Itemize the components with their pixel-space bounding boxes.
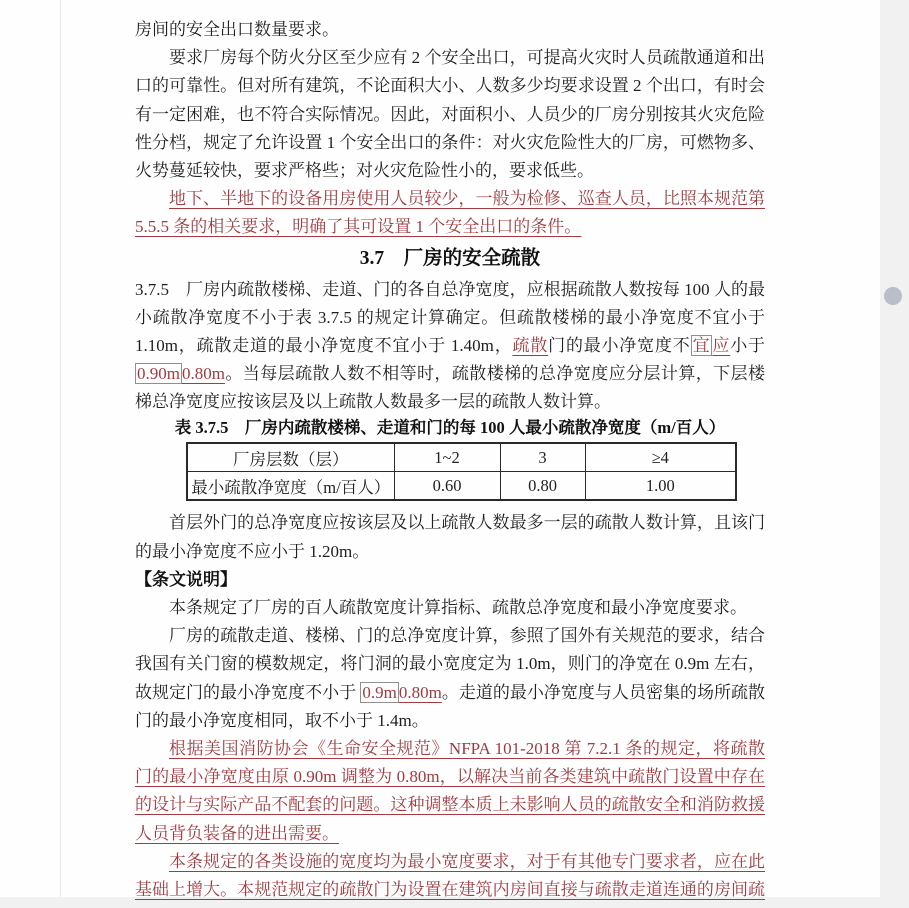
- body-text: 口的可靠性。但对所有建筑，不论面积大小、人数多少均要求设置 2 个出口，有时会: [135, 76, 765, 96]
- text-line: [135, 509, 765, 537]
- body-text: 有一定困难，也不符合实际情况。因此，对面积小、人员少的厂房分别按其火灾危险: [135, 104, 765, 124]
- body-text: 故规定门的最小净宽度不小于: [135, 682, 361, 702]
- text-line: [135, 538, 765, 566]
- table-value-cell: ≥4: [585, 443, 736, 472]
- body-text: 门的最小净宽度相同，取不小于 1.4m。: [135, 710, 429, 730]
- body-text: 小于: [730, 335, 766, 355]
- text-line: [135, 707, 765, 735]
- revision-added-text: 地下、半地下的设备用房使用人员较少，一般为检修、巡查人员，比照本规范第: [169, 189, 765, 209]
- text-line: [135, 763, 765, 791]
- revision-boxed-text: 宜: [692, 335, 711, 355]
- text-line: [135, 16, 765, 44]
- text-line: [135, 679, 765, 707]
- text-line: [135, 622, 765, 650]
- text-line: [135, 213, 765, 241]
- text-line: [135, 276, 765, 304]
- text-line: [135, 44, 765, 72]
- text-line: [135, 735, 765, 763]
- body-text: 厂房的疏散走道、楼梯、门的总净宽度计算，参照了国外有关规范的要求，结合: [169, 626, 765, 646]
- revision-added-text: 的设计与实际产品不配套的问题。这种调整本质上未影响人员的疏散安全和消防救援: [135, 795, 765, 815]
- body-text: 梯总净宽度应按该层及以上疏散人数最多一层的疏散人数计算。: [135, 392, 611, 412]
- body-text: 的最小净宽度不应小于 1.20m。: [135, 541, 370, 561]
- text-line: [135, 650, 765, 678]
- text-line: [135, 185, 765, 213]
- table-value-cell: 1~2: [394, 443, 500, 472]
- revision-added-text: 基础上增大。本规范规定的疏散门为设置在建筑内房间直接与疏散走道连通的房间疏: [135, 879, 765, 899]
- min-width-table: [186, 442, 737, 501]
- body-text: 房间的安全出口数量要求。: [135, 20, 339, 39]
- revision-boxed-text: 0.9m: [362, 682, 397, 702]
- scroll-indicator-dot[interactable]: [884, 287, 902, 305]
- text-line: [135, 848, 765, 876]
- table-row: [187, 472, 736, 501]
- text-line: [135, 388, 765, 416]
- body-text: 门的最小净宽度不: [548, 335, 691, 355]
- revision-added-text: 本条规定的各类设施的宽度均为最小宽度要求，对于有其他专门要求者，应在此: [169, 851, 765, 871]
- bold-label: 【条文说明】: [135, 569, 237, 589]
- body-text: 。走道的最小净宽度与人员密集的场所疏散: [441, 682, 766, 702]
- spacer: [135, 501, 765, 509]
- text-column: [135, 16, 765, 904]
- text-line: [135, 876, 765, 904]
- text-line: [135, 360, 765, 388]
- table-value-cell: 0.60: [394, 472, 500, 501]
- revision-added-text: 疏散: [512, 335, 549, 355]
- revision-added-text: 应: [712, 335, 731, 355]
- table-value-cell: 3: [500, 443, 585, 472]
- text-line: [135, 566, 765, 594]
- body-text: 3.7.5 厂房内疏散楼梯、走道、门的各自总净宽度，应根据疏散人数按每 100 人的最: [135, 279, 765, 299]
- table-row: [187, 443, 736, 472]
- text-line: [135, 157, 765, 185]
- table-value-cell: 0.80: [500, 472, 585, 501]
- revision-added-text: 人员背负装备的进出需要。: [135, 823, 339, 843]
- text-line: [135, 304, 765, 332]
- table-value-cell: 1.00: [585, 472, 736, 501]
- body-text: 我国有关门窗的模数规定，将门洞的最小宽度定为 1.0m，则门的净宽在 0.9m 左右，: [135, 654, 765, 674]
- revision-added-text: 5.5.5 条的相关要求，明确了其可设置 1 个安全出口的条件。: [135, 217, 582, 237]
- revision-boxed-text: 0.90m: [137, 364, 180, 384]
- text-line: [135, 72, 765, 100]
- text-line: [135, 101, 765, 129]
- body-text: 本条规定了厂房的百人疏散宽度计算指标、疏散总净宽度和最小净宽度要求。: [169, 598, 747, 617]
- table-row-header-cell: 最小疏散净宽度（m/百人）: [187, 472, 394, 501]
- body-text: 性分档，规定了允许设置 1 个安全出口的条件：对火灾危险性大的厂房，可燃物多、: [135, 132, 765, 152]
- text-line: [135, 594, 765, 622]
- table-row-header-cell: 厂房层数（层）: [187, 443, 394, 472]
- body-text: 小疏散净宽度不小于表 3.7.5 的规定计算确定。但疏散楼梯的最小净宽度不宜小于: [135, 307, 765, 327]
- text-line: [135, 332, 765, 360]
- revision-added-text: 门的最小净宽度由原 0.90m 调整为 0.80m，以解决当前各类建筑中疏散门设置中存在: [135, 767, 765, 787]
- page-edge-line: [60, 0, 61, 897]
- text-line: [135, 820, 765, 848]
- body-text: 1.10m，疏散走道的最小净宽度不宜小于 1.40m，: [135, 335, 513, 355]
- revision-added-text: 根据美国消防协会《生命安全规范》NFPA 101-2018 第 7.2.1 条的规定，将疏散: [169, 738, 765, 758]
- body-text: 火势蔓延较快，要求严格些；对火灾危险性小的，要求低些。: [135, 160, 594, 180]
- text-line: [135, 791, 765, 819]
- text-line: [135, 129, 765, 157]
- table-caption: 表 3.7.5 厂房内疏散楼梯、走道和门的每 100 人最小疏散净宽度（m/百人）: [174, 418, 726, 438]
- revision-added-text: 0.80m: [181, 364, 225, 384]
- body-text: 首层外门的总净宽度应按该层及以上疏散人数最多一层的疏散人数计算，且该门: [169, 513, 765, 533]
- section-heading: 3.7 厂房的安全疏散: [359, 247, 541, 269]
- body-text: 要求厂房每个防火分区至少应有 2 个安全出口，可提高火灾时人员疏散通道和出: [169, 48, 765, 68]
- revision-added-text: 0.80m: [398, 682, 442, 702]
- body-text: 。当每层疏散人数不相等时，疏散楼梯的总净宽度应分层计算，下层楼: [224, 364, 765, 384]
